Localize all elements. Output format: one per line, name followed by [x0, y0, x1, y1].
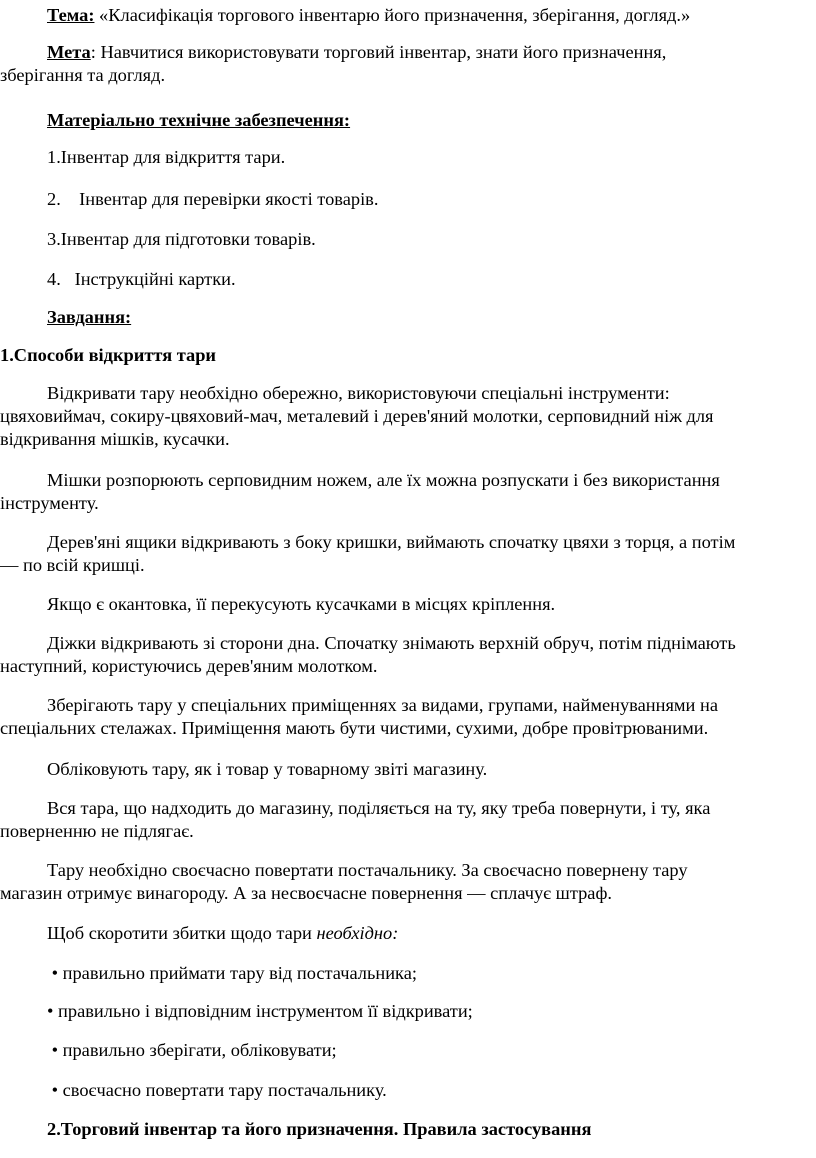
paragraph-line: Мішки розпорюють серповидним ножем, але їх можна розпускати і без використання	[47, 470, 720, 490]
tasks-heading: Завдання:	[47, 307, 132, 327]
goal-text-cont: зберігання та догляд.	[0, 65, 166, 85]
paragraph-line: Обліковують тару, як і товар у товарному звіті магазину.	[47, 759, 488, 779]
bullet-item: • правильно приймати тару від постачальника;	[47, 963, 417, 983]
paragraph-line: відкривання мішків, кусачки.	[0, 429, 230, 449]
paragraph-line: магазин отримує винагороду. А за несвоєчасне повернення — сплачує штраф.	[0, 883, 612, 903]
materials-heading: Матеріально технічне забезпечення:	[47, 110, 351, 130]
materials-item: 2. Інвентар для перевірки якості товарів.	[47, 189, 379, 209]
materials-item: 1.Інвентар для відкриття тари.	[47, 147, 286, 167]
bullet-item: • правильно і відповідним інструментом її відкривати;	[47, 1001, 473, 1021]
topic-label: Тема:	[47, 5, 95, 25]
materials-item: 3.Інвентар для підготовки товарів.	[47, 229, 316, 249]
topic-text: «Класифікація торгового інвентарю його призначення, зберігання, догляд.»	[94, 5, 691, 25]
goal-text: : Навчитися використовувати торговий інвентар, знати його призначення,	[90, 42, 667, 62]
paragraph-line: Відкривати тару необхідно обережно, використовуючи спеціальні інструменти:	[47, 383, 670, 403]
paragraph-line: інструменту.	[0, 493, 99, 513]
paragraph-line: Вся тара, що надходить до магазину, поділяється на ту, яку треба повернути, і ту, яка	[47, 798, 711, 818]
section1-heading: 1.Способи відкриття тари	[0, 345, 217, 365]
paragraph-line: Тару необхідно своєчасно повертати постачальнику. За своєчасно повернену тару	[47, 860, 688, 880]
materials-item: 4. Інструкційні картки.	[47, 269, 236, 289]
goal-line	[47, 41, 666, 63]
section2-heading: 2.Торговий інвентар та його призначення. Правила застосування	[47, 1119, 592, 1139]
paragraph-text: Щоб скоротити збитки щодо тари	[47, 923, 317, 943]
paragraph-line: — по всій кришці.	[0, 555, 145, 575]
topic-line	[47, 4, 690, 26]
paragraph-line: Якщо є окантовка, її перекусують кусачками в місцях кріплення.	[47, 594, 556, 614]
paragraph-line: Дерев'яні ящики відкривають з боку кришки, виймають спочатку цвяхи з торця, а потім	[47, 532, 736, 552]
paragraph-line: Діжки відкривають зі сторони дна. Спочатку знімають верхній обруч, потім піднімають	[47, 633, 736, 653]
paragraph-line	[47, 922, 398, 944]
paragraph-line: цвяховиймач, сокиру-цвяховий-мач, металевий і дерев'яний молотки, серповидний ніж для	[0, 406, 714, 426]
paragraph-line: поверненню не підлягає.	[0, 821, 194, 841]
bullet-item: • правильно зберігати, обліковувати;	[47, 1040, 337, 1060]
paragraph-line: Зберігають тару у спеціальних приміщеннях за видами, групами, найменуваннями на	[47, 695, 718, 715]
paragraph-line: спеціальних стелажах. Приміщення мають бути чистими, сухими, добре провітрюваними.	[0, 718, 709, 738]
bullet-item: • своєчасно повертати тару постачальнику.	[47, 1080, 387, 1100]
paragraph-italic: необхідно:	[316, 923, 399, 943]
goal-label: Мета	[47, 42, 91, 62]
paragraph-line: наступний, користуючись дерев'яним молотком.	[0, 656, 378, 676]
